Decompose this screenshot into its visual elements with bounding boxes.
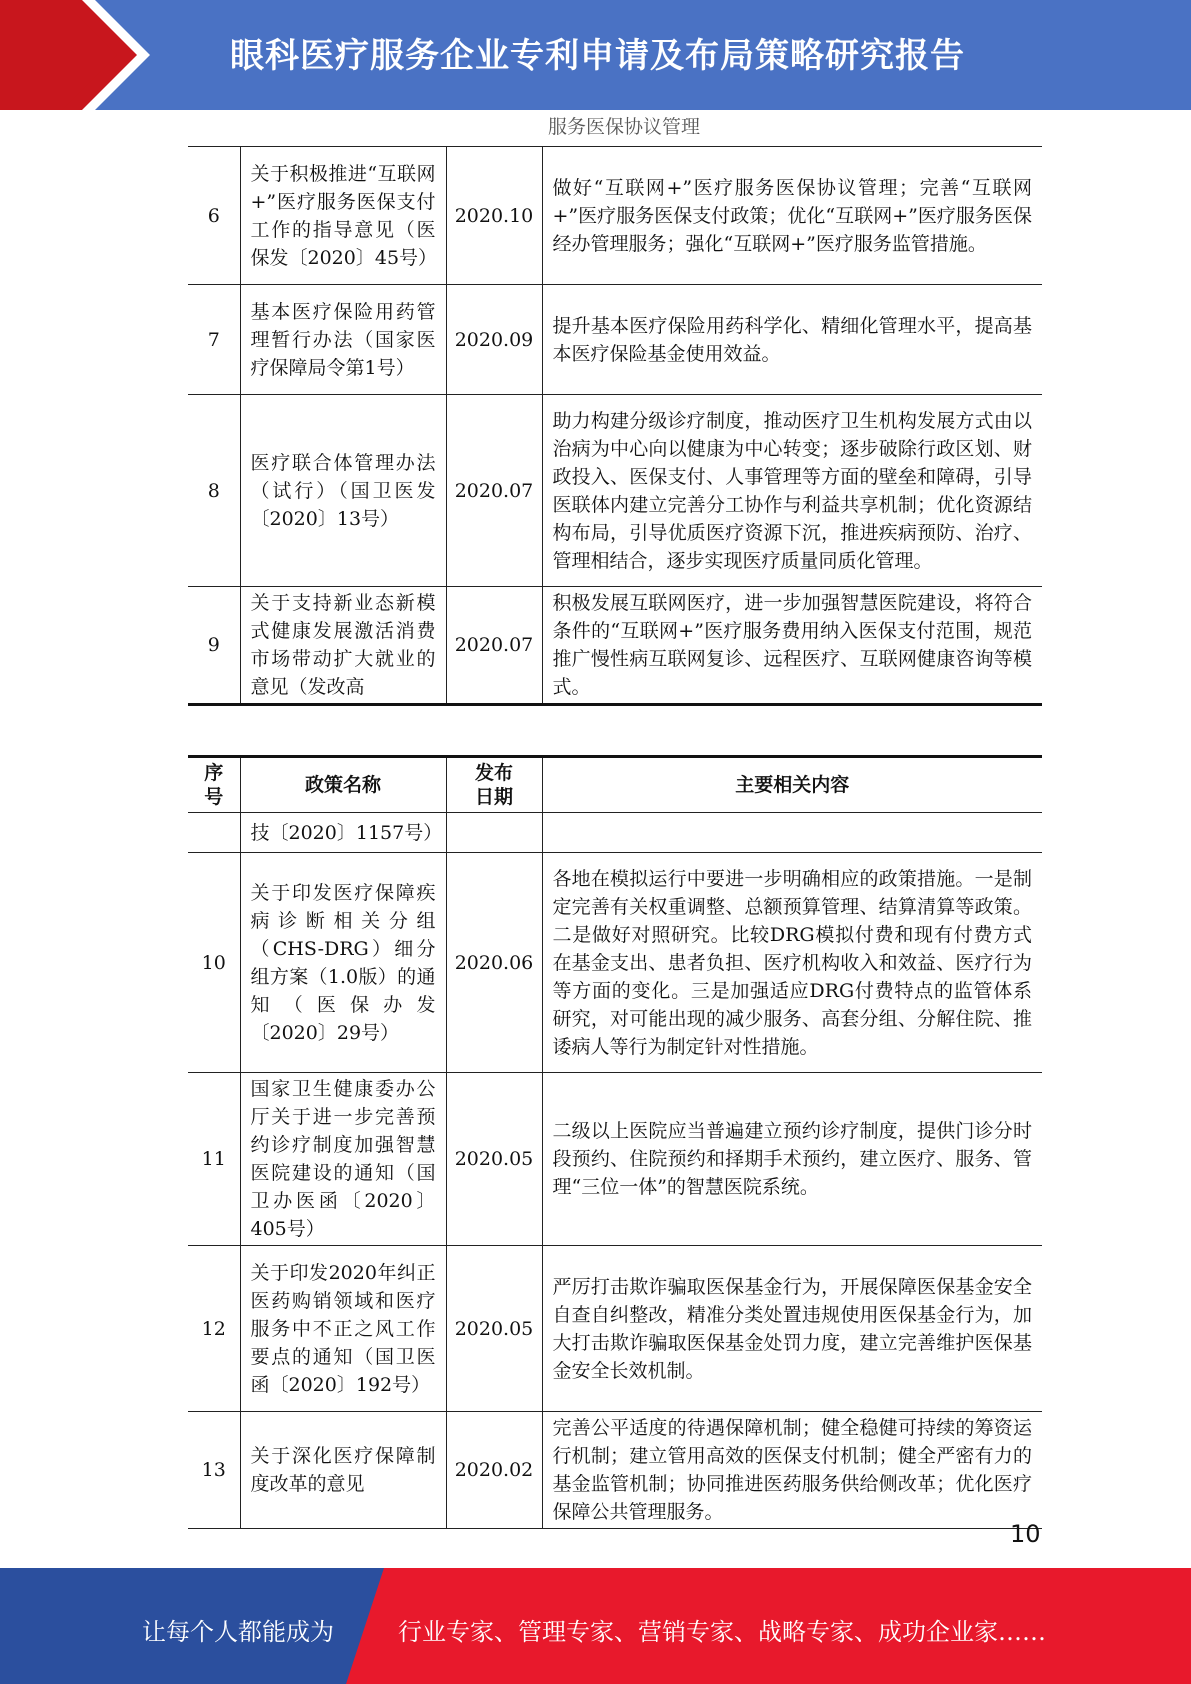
row-number: 6	[188, 147, 240, 285]
row-number: 13	[188, 1412, 240, 1529]
table-row	[188, 147, 1042, 285]
table-row	[188, 1412, 1042, 1529]
table-header-row	[188, 757, 1042, 813]
policy-name: 关于支持新业态新模式健康发展激活消费市场带动扩大就业的意见（发改高	[240, 587, 446, 705]
policy-content: 严厉打击欺诈骗取医保基金行为，开展保障医保基金安全自查自纠整改，精准分类处置违规使用医保基金行为，加大打击欺诈骗取医保基金处罚力度，建立完善维护医保基金安全长效机制。	[542, 1246, 1042, 1412]
table-row	[188, 395, 1042, 587]
table-row	[188, 853, 1042, 1073]
policy-name: 关于深化医疗保障制度改革的意见	[240, 1412, 446, 1529]
policy-table	[188, 755, 1042, 1529]
publish-date	[446, 813, 542, 853]
row-number	[188, 813, 240, 853]
row-number: 10	[188, 853, 240, 1073]
publish-date: 2020.06	[446, 853, 542, 1073]
policy-content: 完善公平适度的待遇保障机制；健全稳健可持续的筹资运行机制；建立管用高效的医保支付机制；健全严密有力的基金监管机制；协同推进医药服务供给侧改革；优化医疗保障公共管理服务。	[542, 1412, 1042, 1529]
policy-name: 国家卫生健康委办公厅关于进一步完善预约诊疗制度加强智慧医院建设的通知（国卫办医函〔2020〕405号）	[240, 1073, 446, 1246]
publish-date: 2020.09	[446, 285, 542, 395]
policy-table-continued	[188, 146, 1042, 706]
table-row	[188, 285, 1042, 395]
page-header	[0, 0, 1191, 110]
publish-date: 2020.05	[446, 1073, 542, 1246]
policy-content: 提升基本医疗保险用药科学化、精细化管理水平，提高基本医疗保险基金使用效益。	[542, 285, 1042, 395]
policy-content: 各地在模拟运行中要进一步明确相应的政策措施。一是制定完善有关权重调整、总额预算管理、结算清算等政策。二是做好对照研究。比较DRG模拟付费和现有付费方式在基金支出、患者负担、医疗机构收入和效益、医疗行为等方面的变化。三是加强适应DRG付费特点的监管体系研究，对可能出现的减少服务、高套分组、分解住院、推诿病人等行为制定针对性措施。	[542, 853, 1042, 1073]
report-title: 眼科医疗服务企业专利申请及布局策略研究报告	[230, 36, 965, 76]
page-footer	[0, 1568, 1191, 1684]
cut-off-text: 服务医保协议管理	[548, 116, 701, 138]
policy-name: 关于积极推进“互联网+”医疗服务医保支付工作的指导意见（医保发〔2020〕45号）	[240, 147, 446, 285]
header-number: 序号	[188, 757, 240, 813]
publish-date: 2020.05	[446, 1246, 542, 1412]
policy-name: 技〔2020〕1157号）	[240, 813, 446, 853]
table-row	[188, 1073, 1042, 1246]
header-main-content: 主要相关内容	[542, 757, 1042, 813]
policy-name: 关于印发医疗保障疾病诊断相关分组（CHS-DRG）细分组方案（1.0版）的通知（医保办发〔2020〕29号）	[240, 853, 446, 1073]
row-number: 11	[188, 1073, 240, 1246]
row-number: 8	[188, 395, 240, 587]
policy-content: 二级以上医院应当普遍建立预约诊疗制度，提供门诊分时段预约、住院预约和择期手术预约，建立医疗、服务、管理“三位一体”的智慧医院系统。	[542, 1073, 1042, 1246]
table-row	[188, 587, 1042, 705]
header-publish-date: 发布日期	[446, 757, 542, 813]
table-row	[188, 813, 1042, 853]
row-number: 12	[188, 1246, 240, 1412]
publish-date: 2020.07	[446, 587, 542, 705]
row-number: 9	[188, 587, 240, 705]
policy-content	[542, 813, 1042, 853]
policy-name: 基本医疗保险用药管理暂行办法（国家医疗保障局令第1号）	[240, 285, 446, 395]
footer-slogan-right: 行业专家、管理专家、营销专家、战略专家、成功企业家……	[398, 1618, 1046, 1646]
table-row	[188, 1246, 1042, 1412]
publish-date: 2020.10	[446, 147, 542, 285]
policy-content: 做好“互联网+”医疗服务医保协议管理；完善“互联网+”医疗服务医保支付政策；优化“互联网+”医疗服务医保经办管理服务；强化“互联网+”医疗服务监管措施。	[542, 147, 1042, 285]
policy-name: 关于印发2020年纠正医药购销领域和医疗服务中不正之风工作要点的通知（国卫医函〔2020〕192号）	[240, 1246, 446, 1412]
header-policy-name: 政策名称	[240, 757, 446, 813]
policy-name: 医疗联合体管理办法（试行）（国卫医发〔2020〕13号）	[240, 395, 446, 587]
footer-slogan-left: 让每个人都能成为	[142, 1618, 334, 1646]
policy-content: 积极发展互联网医疗，进一步加强智慧医院建设，将符合条件的“互联网+”医疗服务费用纳入医保支付范围，规范推广慢性病互联网复诊、远程医疗、互联网健康咨询等模式。	[542, 587, 1042, 705]
page-number: 10	[1010, 1520, 1041, 1548]
publish-date: 2020.02	[446, 1412, 542, 1529]
publish-date: 2020.07	[446, 395, 542, 587]
row-number: 7	[188, 285, 240, 395]
policy-content: 助力构建分级诊疗制度，推动医疗卫生机构发展方式由以治病为中心向以健康为中心转变；逐步破除行政区划、财政投入、医保支付、人事管理等方面的壁垒和障碍，引导医联体内建立完善分工协作与利益共享机制；优化资源结构布局，引导优质医疗资源下沉，推进疾病预防、治疗、管理相结合，逐步实现医疗质量同质化管理。	[542, 395, 1042, 587]
